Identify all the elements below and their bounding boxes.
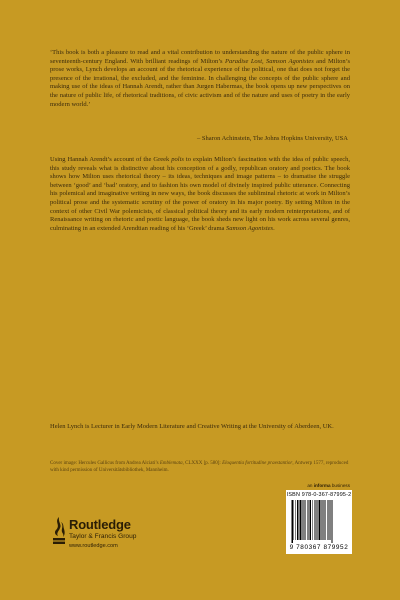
praise-text: ‘This book is both a pleasure to read and a vital contribution to understanding the nature of the public sphere in seventeenth-century England. With brilliant readings of Milton’s — [50, 49, 350, 65]
isbn-barcode-box — [286, 490, 352, 554]
description-italic-samson: Samson Agonistes — [226, 224, 274, 232]
credit-text-cont: , CLXXX [p. 580]: — [182, 461, 223, 466]
isbn-label: ISBN 978-0-367-87995-2 — [286, 492, 352, 498]
informa-business-label — [298, 483, 350, 488]
isbn-digits: 9 780367 879952 — [289, 544, 349, 551]
publisher-group: Taylor & Francis Group — [69, 533, 137, 540]
praise-attribution: – Sharon Achinstein, The Johns Hopkins University, USA — [197, 135, 348, 142]
credit-text-end: , Antwerp 1577, reproduced with kind permission of Universitätsbibliothek, Mannheim. — [50, 461, 349, 473]
informa-brand: informa — [313, 483, 331, 488]
author-bio-text: Helen Lynch is Lecturer in Early Modern Literature and Creative Writing at the University of Aberdeen, UK. — [50, 423, 334, 430]
credit-italic-motto: Eloquentia fortitudine praestantior — [222, 461, 293, 466]
description-text: Using Hannah Arendt’s account of the Greek — [50, 156, 172, 163]
description-italic-polis: polis — [171, 156, 184, 163]
publisher-url: www.routledge.com — [69, 543, 118, 549]
praise-text-cont: and Milton’s prose works, Lynch develops an account of the rhetorical experience of the political, one that does not forget the presence of the irrational, the excluded, and the feminine. In challenging the concepts of the public sphere and making use of the ideas of Hannah Arendt, rather than Jurgen Habermas, the book opens up new perspectives on the nature of public life, of rhetorical traditions, of civic activism and of the nature and uses of poetry in the early modern world.’ — [50, 57, 350, 108]
praise-title-italic: Paradise Lost, Samson Agonistes — [224, 57, 314, 65]
author-bio — [50, 423, 350, 432]
description-text-cont: to explain Milton’s fascination with the idea of public speech, this study reveals what is distinctive about his conception of a godly, republican oratory and poetics. The book shows how Milton uses rhetorical theory – its ideas, techniques and image patterns – to dramatise the struggle between ‘good’ and ‘bad’ oratory, and to fashion his own model of divinely inspired public utterance. Connecting his polemical and imaginative writing in new ways, the book discusses the subliminal rhetoric at work in Milton’s political prose and the systematic scrutiny of the power of oratory in his major poetry. By setting Milton in the context of other Civil War polemicists, of classical political theory and its early modern reinterpretations, and of Renaissance writing on rhetoric and poetic language, the book sheds new light on his work across several genres, culminating in an extended Arendtian reading of his ‘Greek’ drama — [50, 156, 351, 232]
praise-quote — [50, 49, 350, 109]
credit-italic-emblemata: Emblemata — [159, 461, 183, 466]
routledge-flame-logo-icon — [52, 516, 66, 546]
description-text-end: . — [273, 224, 275, 232]
credit-text: Cover image: Hercules Gallicus from Andrea Alciati’s — [50, 461, 160, 466]
book-description — [50, 156, 350, 233]
cover-image-credit — [50, 461, 352, 474]
informa-prefix: an — [307, 483, 314, 488]
publisher-name: Routledge — [69, 517, 131, 532]
informa-suffix: business — [330, 483, 350, 488]
barcode-icon — [291, 500, 347, 543]
